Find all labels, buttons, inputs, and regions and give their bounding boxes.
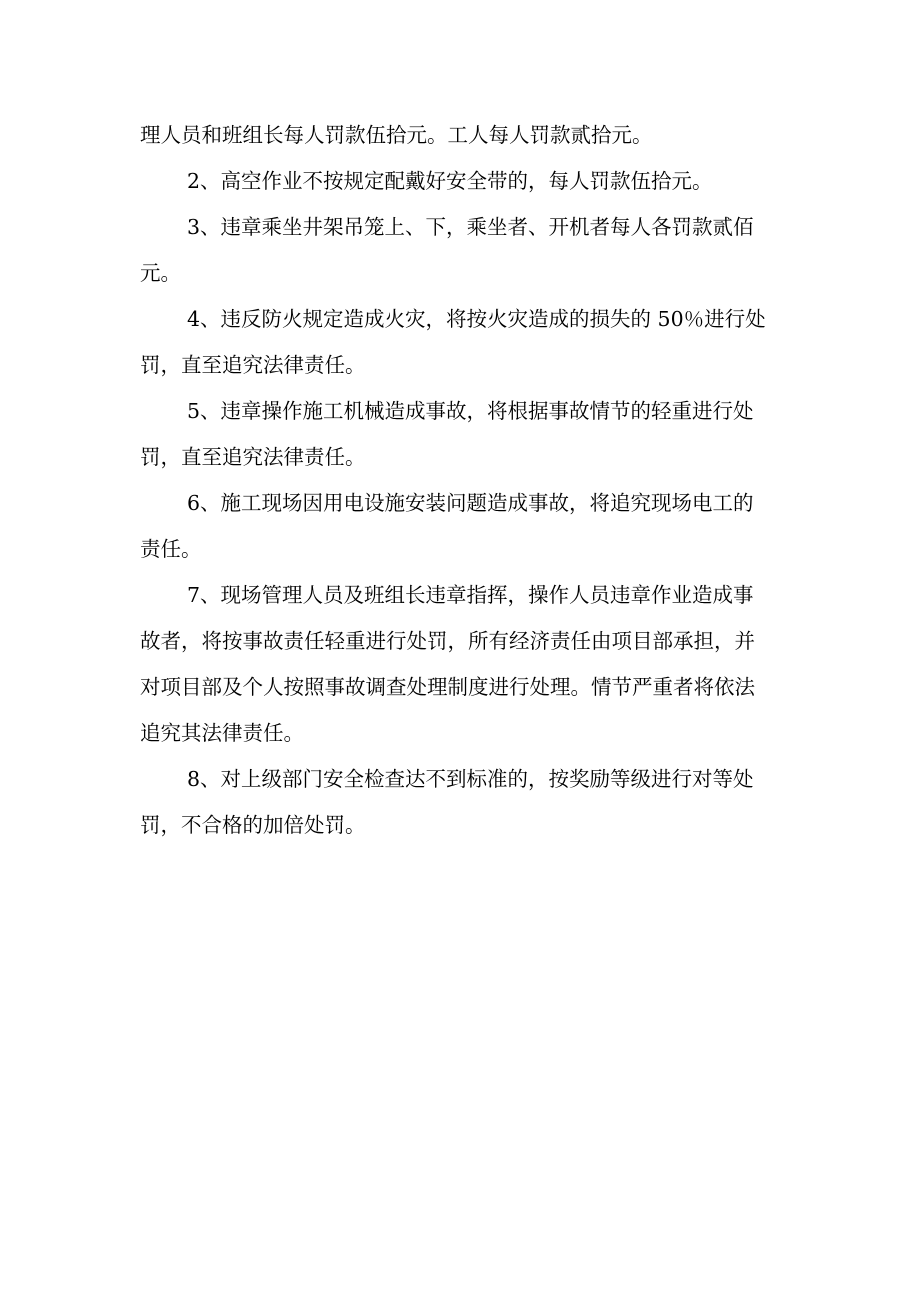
paragraph-item-3 xyxy=(140,204,780,296)
paragraph-line: 8、对上级部门安全检查达不到标准的，按奖励等级进行对等处 xyxy=(187,767,754,791)
paragraph-line: 理人员和班组长每人罚款伍拾元。工人每人罚款贰拾元。 xyxy=(140,123,653,147)
paragraph-line: 2、高空作业不按规定配戴好安全带的，每人罚款伍拾元。 xyxy=(187,169,713,193)
paragraph-line: 5、违章操作施工机械造成事故，将根据事故情节的轻重进行处 xyxy=(187,399,754,423)
paragraph-line: 责任。 xyxy=(140,537,202,561)
paragraph-line: 6、施工现场因用电设施安装问题造成事故，将追究现场电工的 xyxy=(187,491,754,515)
paragraph-continuation xyxy=(140,112,780,158)
paragraph-line: 罚，不合格的加倍处罚。 xyxy=(140,813,366,837)
paragraph-item-8 xyxy=(140,756,780,848)
paragraph-line: 故者，将按事故责任轻重进行处罚，所有经济责任由项目部承担，并 xyxy=(140,629,755,653)
paragraph-line: 罚，直至追究法律责任。 xyxy=(140,445,366,469)
paragraph-item-6 xyxy=(140,480,780,572)
document-body xyxy=(140,112,780,848)
paragraph-item-7 xyxy=(140,572,780,756)
paragraph-item-5 xyxy=(140,388,780,480)
paragraph-item-2 xyxy=(140,158,780,204)
paragraph-line: 4、违反防火规定造成火灾，将按火灾造成的损失的 50％进行处 xyxy=(187,307,766,331)
paragraph-line: 罚，直至追究法律责任。 xyxy=(140,353,366,377)
paragraph-line: 3、违章乘坐井架吊笼上、下，乘坐者、开机者每人各罚款贰佰 xyxy=(187,215,754,239)
paragraph-item-4 xyxy=(140,296,780,388)
paragraph-line: 对项目部及个人按照事故调查处理制度进行处理。情节严重者将依法 xyxy=(140,675,755,699)
paragraph-line: 追究其法律责任。 xyxy=(140,721,304,745)
paragraph-line: 7、现场管理人员及班组长违章指挥，操作人员违章作业造成事 xyxy=(187,583,754,607)
paragraph-line: 元。 xyxy=(140,261,181,285)
